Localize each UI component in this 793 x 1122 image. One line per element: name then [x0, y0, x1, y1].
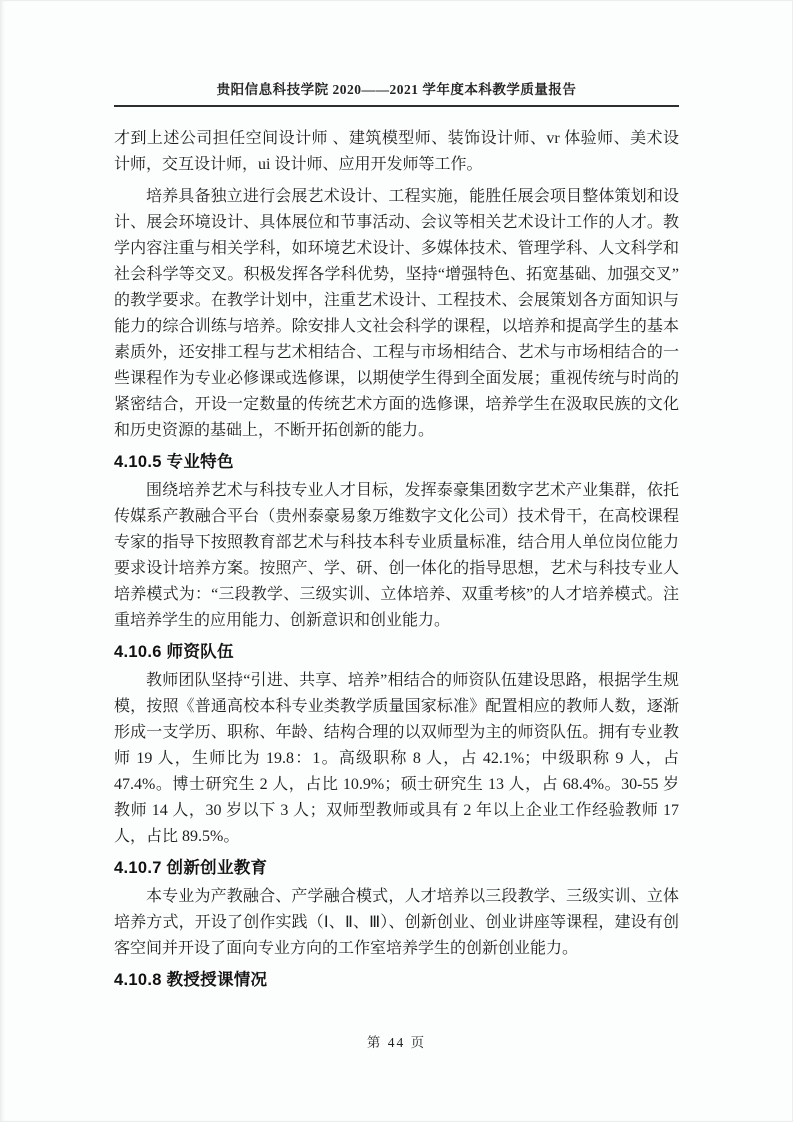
section-heading-4-10-6: 4.10.6 师资队伍	[114, 643, 234, 661]
section-heading-4-10-7: 4.10.7 创新创业教育	[114, 859, 268, 877]
page-content	[114, 126, 679, 996]
section-heading-4-10-8: 4.10.8 教授授课情况	[114, 971, 268, 989]
section-heading-4-10-5: 4.10.5 专业特色	[114, 453, 234, 471]
paragraph-faculty-team: 教师团队坚持“引进、共享、培养”相结合的师资队伍建设思路，根据学生规模，按照《普通高校本科专业类教学质量国家标准》配置相应的教师人数，逐渐形成一支学历、职称、年龄、结构合理的以双师型为主的师资队伍。拥有专业教师 19 人，生师比为 19.8：1。高级职称 8 人，占 42.1%；中级职称 9 人，占 47.4%。博士研究生 2 人，占比 10.9%；硕士研究生 13 人，占 68.4%。30-55 岁教师 14 人，30 岁以下 3 人；双师型教师或具有 2 年以上企业工作经验教师 17 人，占比 89.5%。	[114, 672, 679, 845]
paragraph-training-goal: 培养具备独立进行会展艺术设计、工程实施，能胜任展会项目整体策划和设计、展会环境设计、具体展位和节事活动、会议等相关艺术设计工作的人才。教学内容注重与相关学科，如环境艺术设计、多媒体技术、管理学科、人文科学和社会科学等交叉。积极发挥各学科优势，坚持“增强特色、拓宽基础、加强交叉”的教学要求。在教学计划中，注重艺术设计、工程技术、会展策划各方面知识与能力的综合训练与培养。除安排人文社会科学的课程，以培养和提高学生的基本素质外，还安排工程与艺术相结合、工程与市场相结合、艺术与市场相结合的一些课程作为专业必修课或选修课，以期使学生得到全面发展；重视传统与时尚的紧密结合，开设一定数量的传统艺术方面的选修课，培养学生在汲取民族的文化和历史资源的基础上，不断开拓创新的能力。	[114, 188, 679, 439]
paragraph-major-features: 围绕培养艺术与科技专业人才目标，发挥泰豪集团数字艺术产业集群，依托传媒系产教融合平台（贵州泰豪易象万维数字文化公司）技术骨干，在高校课程专家的指导下按照教育部艺术与科技本科专业质量标准，结合用人单位岗位能力要求设计培养方案。按照产、学、研、创一体化的指导思想，艺术与科技专业人培养模式为：“三段教学、三级实训、立体培养、双重考核”的人才培养模式。注重培养学生的应用能力、创新意识和创业能力。	[114, 482, 679, 629]
running-header: 贵阳信息科技学院 2020——2021 学年度本科教学质量报告	[114, 78, 679, 107]
paragraph-continuation: 才到上述公司担任空间设计师 、建筑模型师、装饰设计师、vr 体验师、美术设计师，交互设计师，ui 设计师、应用开发师等工作。	[114, 130, 679, 173]
page-number: 第 44 页	[366, 1035, 427, 1050]
paragraph-innovation-education: 本专业为产教融合、产学融合模式，人才培养以三段教学、三级实训、立体培养方式，开设了创作实践（Ⅰ、Ⅱ、Ⅲ）、创新创业、创业讲座等课程，建设有创客空间并开设了面向专业方向的工作室培养学生的创新创业能力。	[114, 888, 679, 957]
